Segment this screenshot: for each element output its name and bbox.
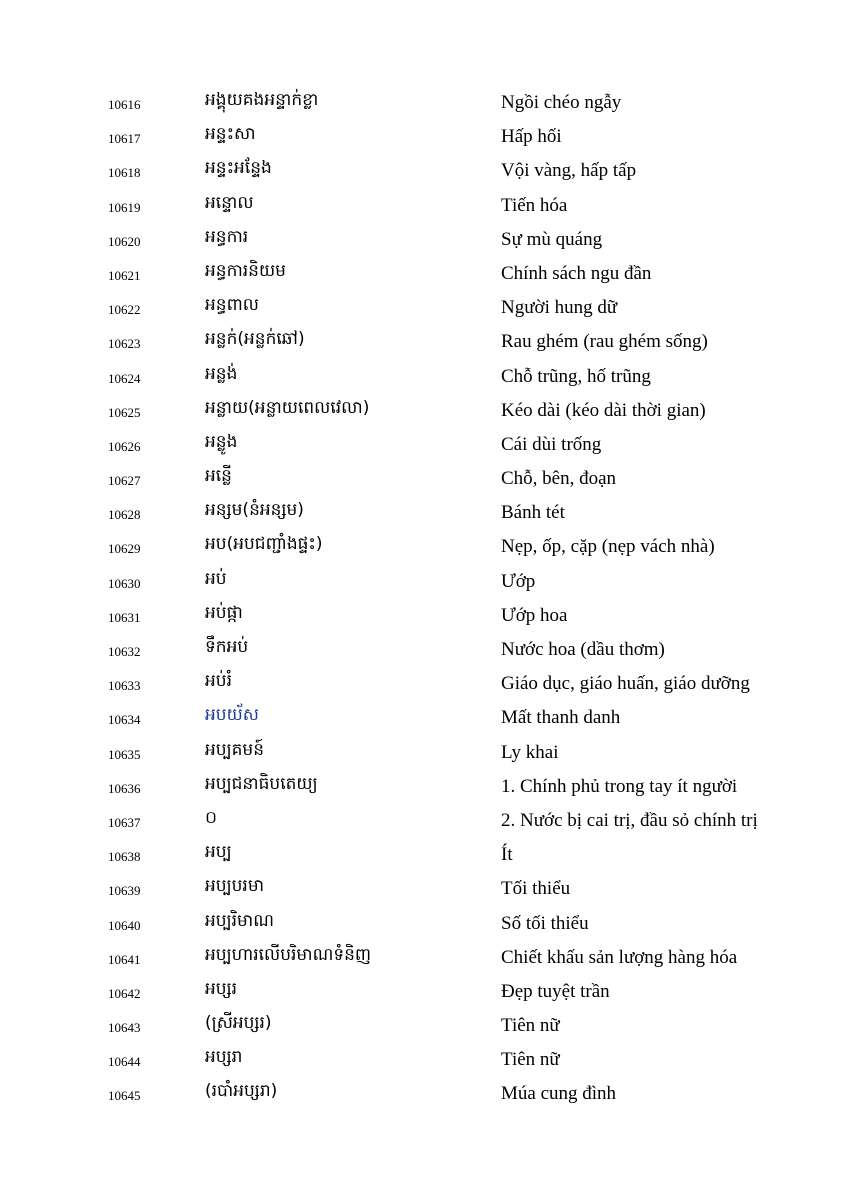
- entry-row: [0, 359, 848, 393]
- vietnamese-translation: Tiên nữ: [501, 1015, 560, 1037]
- khmer-term: អន្សម(នំអន្សម): [205, 500, 304, 521]
- khmer-term: អប(អបជញ្ជាំងផ្ទះ): [205, 534, 323, 555]
- khmer-term: អប់រំ: [205, 671, 232, 692]
- entry-row: [0, 700, 848, 734]
- vietnamese-translation: Vội vàng, hấp tấp: [501, 160, 637, 182]
- entry-row: [0, 529, 848, 563]
- entry-number: 10630: [108, 575, 141, 591]
- khmer-term: ០: [205, 807, 218, 828]
- entry-number: 10634: [108, 712, 141, 728]
- entry-row: [0, 769, 848, 803]
- vietnamese-translation: Sự mù quáng: [501, 228, 603, 250]
- khmer-term: អន្ធការនិយម: [205, 260, 286, 281]
- vietnamese-translation: Rau ghém (rau ghém sống): [501, 331, 708, 353]
- entry-number: 10632: [108, 644, 141, 659]
- vietnamese-translation: Chiết khấu sản lượng hàng hóa: [501, 946, 738, 968]
- entry-row: [0, 85, 848, 119]
- entry-row: [0, 735, 848, 769]
- entry-number: 10617: [108, 131, 141, 147]
- khmer-term: អប់: [205, 568, 227, 589]
- entry-number: 10645: [108, 1088, 141, 1104]
- vietnamese-translation: Ướp: [501, 570, 536, 592]
- entry-list: [0, 85, 848, 1111]
- khmer-term: អប្សរ: [205, 978, 238, 999]
- entry-number: 10618: [108, 165, 141, 181]
- khmer-term: អប្បហារលើបរិមាណទំនិញ: [205, 944, 372, 965]
- entry-number: 10644: [108, 1054, 141, 1070]
- khmer-term: អន្ទះអន្ទែង: [205, 158, 272, 179]
- entry-number: 10628: [108, 507, 141, 523]
- entry-row: [0, 871, 848, 905]
- entry-row: [0, 940, 848, 974]
- entry-row: [0, 256, 848, 290]
- khmer-term: (របាំអប្សរា): [205, 1081, 278, 1102]
- entry-row: [0, 598, 848, 632]
- khmer-term: អន្ទោល: [205, 192, 254, 213]
- entry-row: [0, 1042, 848, 1076]
- khmer-term: អន្លូង: [205, 431, 238, 452]
- khmer-term: អប្បជនាធិបតេយ្យ: [205, 773, 318, 794]
- vietnamese-translation: Chính sách ngu đần: [501, 262, 652, 284]
- vietnamese-translation: Múa cung đình: [501, 1083, 617, 1105]
- khmer-term: អង្គុយគងអន្ទាក់ខ្លា: [205, 90, 319, 110]
- entry-row: [0, 803, 848, 837]
- khmer-term: អន្លើ: [205, 466, 232, 487]
- vietnamese-translation: Tiên nữ: [501, 1049, 560, 1071]
- khmer-term: (ស្រីអប្សរ): [205, 1013, 272, 1034]
- khmer-term: ទឹកអប់: [205, 637, 249, 657]
- khmer-term: អប្បរិមាណ: [205, 910, 274, 931]
- entry-number: 10636: [108, 780, 141, 796]
- entry-number: 10622: [108, 302, 141, 318]
- entry-number: 10639: [108, 883, 141, 899]
- entry-row: [0, 632, 848, 666]
- entry-number: 10637: [108, 814, 141, 830]
- entry-number: 10623: [108, 336, 141, 352]
- entry-row: [0, 324, 848, 358]
- entry-row: [0, 564, 848, 598]
- vietnamese-translation: Ướp hoa: [501, 604, 568, 626]
- vietnamese-translation: Ly khai: [501, 741, 559, 763]
- entry-number: 10633: [108, 678, 141, 694]
- entry-row: [0, 290, 848, 324]
- entry-number: 10642: [108, 985, 141, 1001]
- vietnamese-translation: Hấp hối: [501, 126, 562, 148]
- entry-row: [0, 393, 848, 427]
- khmer-term: អប្បគមន៍: [205, 739, 265, 760]
- entry-number: 10638: [108, 849, 141, 865]
- khmer-term: អប្ប: [205, 842, 232, 863]
- entry-row: [0, 666, 848, 700]
- entry-row: [0, 119, 848, 153]
- entry-number: 10626: [108, 438, 141, 454]
- vietnamese-translation: Người hung dữ: [501, 297, 618, 319]
- vietnamese-translation: Kéo dài (kéo dài thời gian): [501, 399, 706, 421]
- khmer-term: អន្លង់: [205, 363, 238, 384]
- vietnamese-translation: Giáo dục, giáo huấn, giáo dưỡng: [501, 673, 750, 695]
- vietnamese-translation: 1. Chính phủ trong tay ít người: [501, 775, 738, 797]
- entry-row: [0, 974, 848, 1008]
- entry-number: 10616: [108, 97, 141, 112]
- entry-row: [0, 153, 848, 187]
- vietnamese-translation: Ngồi chéo ngẫy: [501, 92, 622, 113]
- vietnamese-translation: Tối thiểu: [501, 878, 571, 900]
- entry-number: 10625: [108, 404, 141, 420]
- khmer-term: អបយ័ស: [205, 705, 259, 726]
- entry-number: 10629: [108, 541, 141, 557]
- entry-row: [0, 461, 848, 495]
- entry-row: [0, 906, 848, 940]
- khmer-term: អន្លាយ(អន្លាយពេលវេលា): [205, 397, 370, 418]
- vietnamese-translation: Chỗ, bên, đoạn: [501, 468, 617, 490]
- vietnamese-translation: Số tối thiểu: [501, 912, 589, 934]
- entry-number: 10640: [108, 917, 141, 933]
- vietnamese-translation: Tiến hóa: [501, 194, 568, 216]
- entry-number: 10631: [108, 609, 141, 625]
- vietnamese-translation: Chỗ trũng, hố trũng: [501, 365, 651, 387]
- vietnamese-translation: Đẹp tuyệt trần: [501, 980, 610, 1002]
- vietnamese-translation: Ít: [501, 844, 513, 866]
- entry-number: 10641: [108, 951, 141, 967]
- entry-row: [0, 427, 848, 461]
- khmer-term: អប់ផ្កា: [205, 602, 243, 623]
- entry-row: [0, 222, 848, 256]
- khmer-term: អន្ធការ: [205, 226, 249, 247]
- entry-row: [0, 188, 848, 222]
- vietnamese-translation: 2. Nước bị cai trị, đầu sỏ chính trị: [501, 809, 758, 831]
- vietnamese-translation: Cái dùi trống: [501, 433, 602, 455]
- entry-row: [0, 495, 848, 529]
- entry-number: 10624: [108, 370, 141, 386]
- vietnamese-translation: Mất thanh danh: [501, 707, 621, 729]
- khmer-term: អប្សរា: [205, 1047, 243, 1068]
- entry-row: [0, 837, 848, 871]
- entry-row: [0, 1076, 848, 1110]
- khmer-term: អប្បបរមា: [205, 876, 265, 897]
- entry-row: [0, 1008, 848, 1042]
- khmer-term: អន្ធពាល: [205, 295, 259, 316]
- vietnamese-translation: Nẹp, ốp, cặp (nẹp vách nhà): [501, 536, 715, 558]
- entry-number: 10635: [108, 746, 141, 762]
- entry-number: 10643: [108, 1020, 141, 1036]
- khmer-term: អន្ទះសា: [205, 124, 256, 145]
- vietnamese-translation: Bánh tét: [501, 502, 565, 524]
- entry-number: 10621: [108, 267, 141, 283]
- entry-number: 10627: [108, 473, 141, 489]
- entry-number: 10619: [108, 199, 141, 215]
- entry-number: 10620: [108, 233, 141, 249]
- vietnamese-translation: Nước hoa (dầu thơm): [501, 639, 665, 660]
- khmer-term: អន្លក់(អន្លក់ឆៅ): [205, 329, 305, 350]
